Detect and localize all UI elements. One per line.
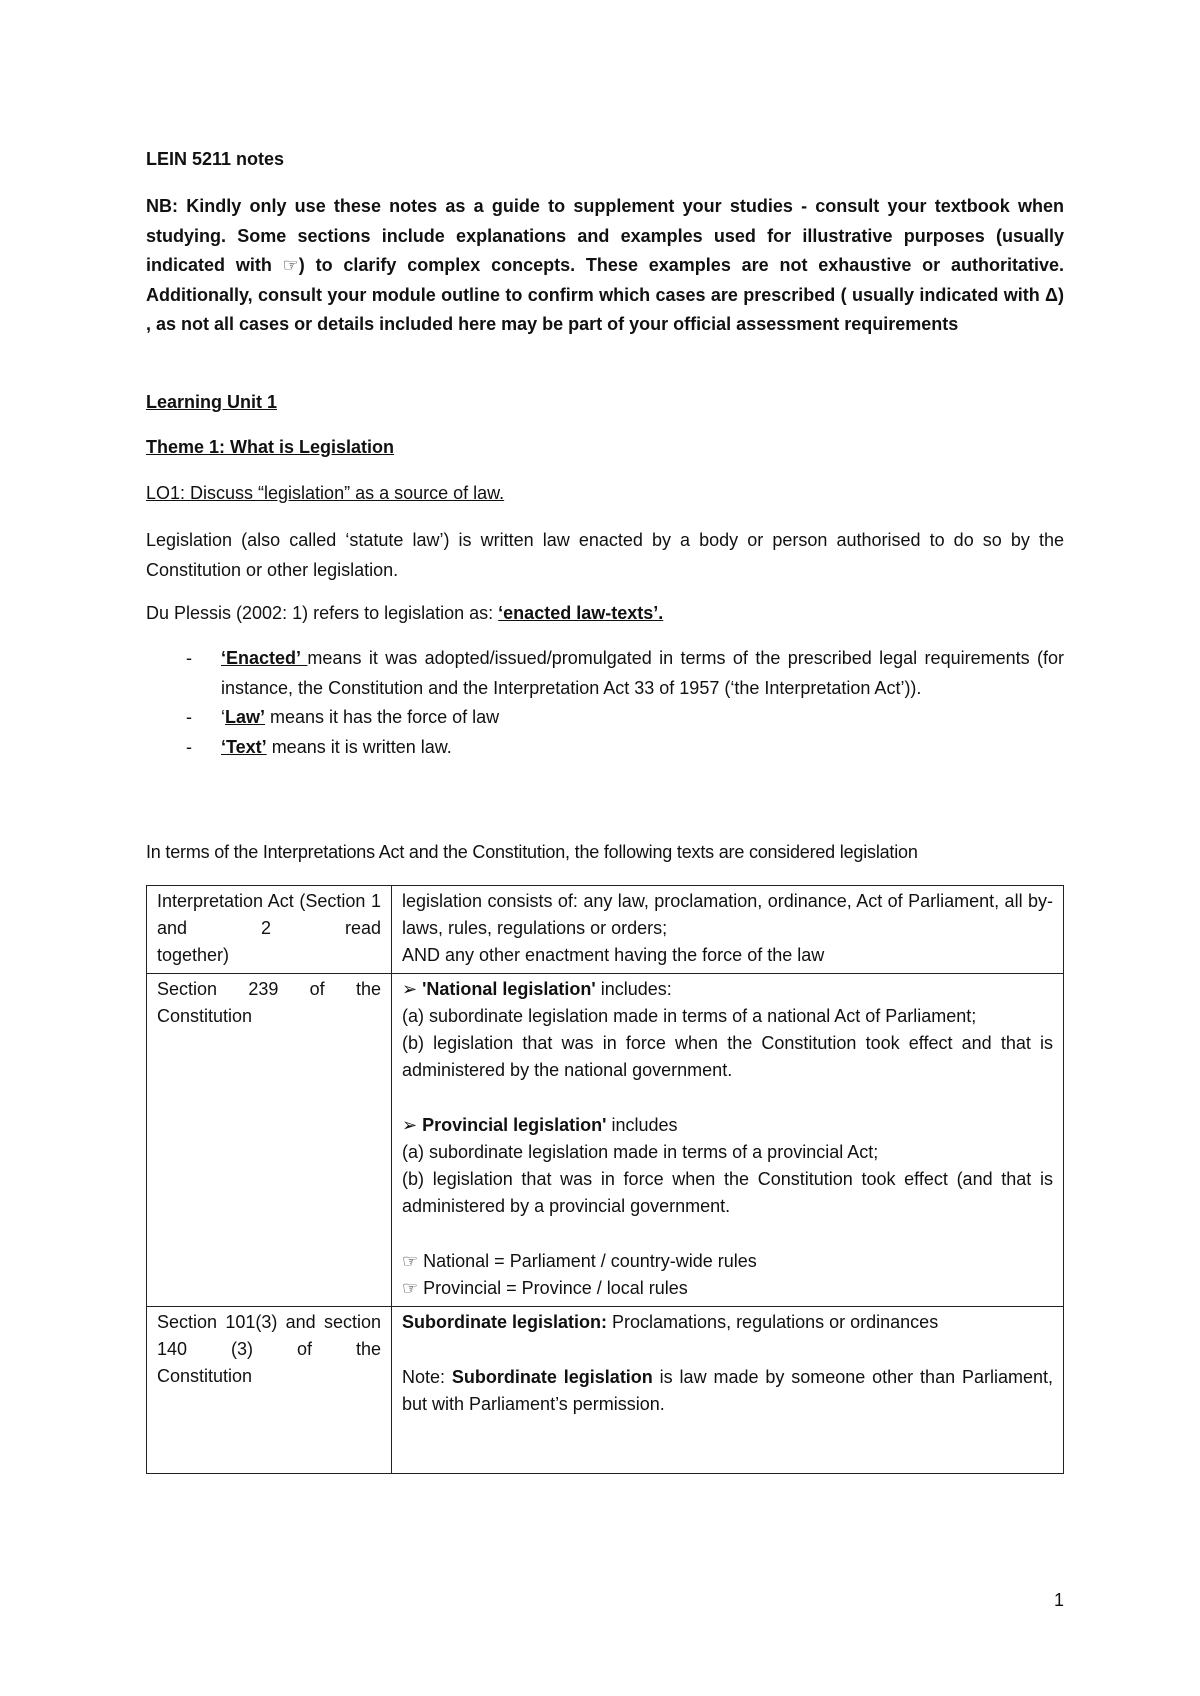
cell-text: includes:: [595, 979, 672, 999]
cell-text: Proclamations, regulations or ordinances: [607, 1312, 939, 1332]
list-term: Law’: [225, 707, 266, 727]
example-provincial: ☞ Provincial = Province / local rules: [402, 1278, 688, 1298]
cell-text: legislation consists of: any law, proclamation, ordinance, Act of Parliament, all by-laws, rules, regulations or orders;: [402, 891, 1053, 938]
list-item: [146, 644, 1064, 703]
term: Provincial legislation': [422, 1115, 607, 1135]
list-text: means it is written law.: [266, 736, 452, 757]
cell-text: includes: [606, 1115, 678, 1135]
cell-text: AND any other enactment having the force of the law: [402, 945, 825, 965]
spacer: [402, 1336, 1053, 1364]
cell-text: (a) subordinate legislation made in terms of a national Act of Parliament;: [402, 1006, 977, 1026]
nb-notice: NB: Kindly only use these notes as a guide to supplement your studies - consult your textbook when studying. Some sections include explanations and examples used for illustrative purposes (usually indicated with ☞) to clarify complex concepts. These examples are not exhaustive or authoritative. Additionally, consult your module outline to confirm which cases are prescribed ( usually indicated with Δ) , as not all cases or details included here may be part of your official assessment requirements: [146, 196, 1064, 334]
arrow-bullet-icon: ➢: [402, 1115, 423, 1135]
subordinate-legislation-line: [402, 1309, 1053, 1336]
list-dash: -: [186, 736, 192, 757]
table-cell-content: [392, 974, 1064, 1307]
du-plessis-paragraph: [146, 599, 1064, 629]
term: 'National legislation': [422, 979, 596, 999]
list-item: [146, 703, 1064, 733]
cell-text: Interpretation Act (Section 1 and 2 read: [157, 891, 381, 938]
list-term-prefix: ‘: [221, 707, 225, 727]
note-label: Note:: [402, 1367, 452, 1387]
spacer: [402, 1084, 1053, 1112]
list-term: ‘Text’: [221, 736, 267, 757]
arrow-bullet-icon: ➢: [402, 979, 423, 999]
cell-text: (b) legislation that was in force when the Constitution took effect and that is administered by the national government.: [402, 1033, 1053, 1080]
document-title: LEIN 5211 notes: [146, 149, 285, 169]
table-cell-content: [392, 1307, 1064, 1474]
document-page: [146, 0, 1064, 1696]
table-intro: In terms of the Interpretations Act and the Constitution, the following texts are considered legislation: [146, 842, 918, 862]
cell-text: is law made by someone other than Parliament, but with Parliament’s permission.: [402, 1367, 1053, 1414]
legislation-table: [146, 885, 1064, 1474]
table-cell-source: [147, 1307, 392, 1474]
theme-heading: Theme 1: What is Legislation: [146, 437, 395, 457]
list-text: means it was adopted/issued/promulgated in terms of the prescribed legal requirements (for instance, the Constitution and the Interpretation Act 33 of 1957 (‘the Interpretation Act’)).: [221, 648, 1064, 698]
du-plessis-term: ‘enacted law-texts’.: [498, 603, 664, 623]
list-item: [146, 733, 1064, 763]
national-legislation-title: [402, 976, 1053, 1003]
cell-text: Constitution: [157, 1006, 253, 1026]
table-cell-source: [147, 886, 392, 974]
cell-text: (a) subordinate legislation made in terms of a provincial Act;: [402, 1142, 879, 1162]
list-text: means it has the force of law: [265, 707, 500, 727]
definition-list: [146, 644, 1064, 762]
legislation-definition: Legislation (also called ‘statute law’) is written law enacted by a body or person authorised to do so by the Constitution or other legislation.: [146, 530, 1064, 580]
page-number: 1: [1053, 1590, 1064, 1610]
cell-text: Constitution: [157, 1366, 253, 1386]
provincial-legislation-title: [402, 1112, 1053, 1139]
cell-text: Section 101(3) and section 140 (3) of the: [157, 1312, 381, 1359]
list-term: ‘Enacted’: [221, 648, 308, 668]
table-cell-content: [392, 886, 1064, 974]
table-cell-source: [147, 974, 392, 1307]
table-row: [147, 1307, 1064, 1474]
cell-text: together): [157, 945, 230, 965]
example-national: ☞ National = Parliament / country-wide rules: [402, 1251, 757, 1271]
cell-text: Section 239 of the: [157, 979, 381, 999]
learning-outcome-heading: LO1: Discuss “legislation” as a source of law.: [146, 483, 505, 503]
du-plessis-prefix: Du Plessis (2002: 1) refers to legislation as:: [146, 603, 499, 623]
spacer: [402, 1220, 1053, 1248]
term: Subordinate legislation:: [402, 1312, 608, 1332]
cell-text: (b) legislation that was in force when the Constitution took effect (and that is administered by a provincial government.: [402, 1169, 1053, 1216]
list-dash: -: [186, 648, 192, 668]
list-dash: -: [186, 707, 192, 727]
subordinate-note: [402, 1364, 1053, 1418]
term: Subordinate legislation: [451, 1367, 653, 1387]
table-row: [147, 886, 1064, 974]
table-row: [147, 974, 1064, 1307]
learning-unit-heading: Learning Unit 1: [146, 392, 278, 412]
